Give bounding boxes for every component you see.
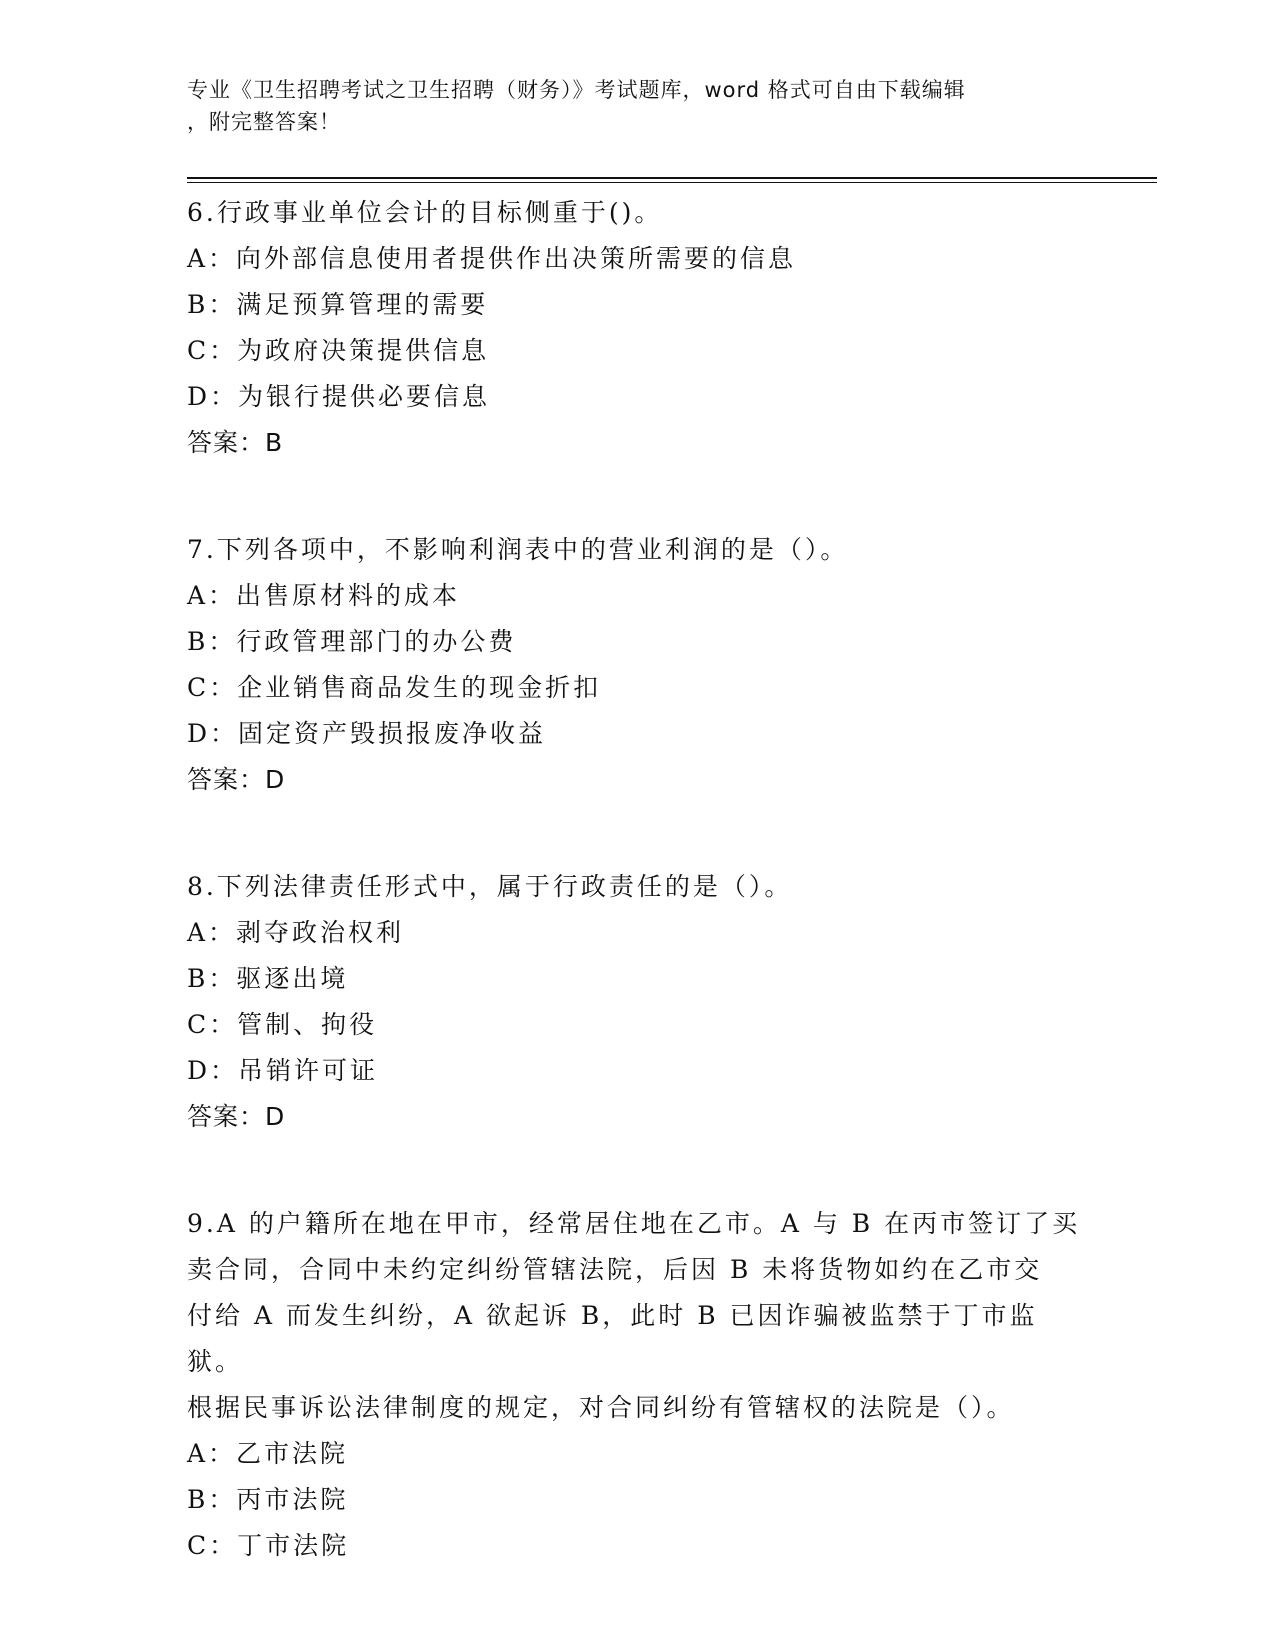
header-divider-thin (187, 182, 1157, 183)
header-line-1: 专业《卫生招聘考试之卫生招聘（财务）》考试题库，word 格式可自由下载编辑 (187, 78, 966, 102)
question-list (187, 190, 1087, 1630)
question-stem-line-4: 根据民事诉讼法律制度的规定，对合同纠纷有管辖权的法院是（）。 (187, 1393, 1015, 1422)
question-stem-line-3: 付给 A 而发生纠纷，A 欲起诉 B，此时 B 已因诈骗被监禁于丁市监狱。 (187, 1301, 1038, 1376)
question-stem-line-2: 卖合同，合同中未约定纠纷管辖法院，后因 B 未将货物如约在乙市交 (187, 1255, 1043, 1284)
option-d: D：固定资产毁损报废净收益 (187, 719, 547, 748)
question-stem: 7.下列各项中，不影响利润表中的营业利润的是（）。 (187, 535, 849, 564)
answer-line: 答案：D (187, 765, 286, 794)
answer-line: 答案：D (187, 1102, 286, 1131)
question-stem: 6.行政事业单位会计的目标侧重于()。 (187, 198, 663, 227)
option-a: A：出售原材料的成本 (187, 581, 461, 610)
option-c: C：企业销售商品发生的现金折扣 (187, 673, 602, 702)
option-d: D：吊销许可证 (187, 1056, 379, 1085)
question-stem-line-1: 9.A 的户籍所在地在甲市，经常居住地在乙市。A 与 B 在丙市签订了买 (187, 1209, 1081, 1238)
option-d: D：为银行提供必要信息 (187, 382, 491, 411)
question-6 (187, 190, 1087, 466)
option-c: C：丁市法院 (187, 1531, 350, 1560)
option-b: B：丙市法院 (187, 1485, 349, 1514)
question-stem: 8.下列法律责任形式中，属于行政责任的是（）。 (187, 872, 793, 901)
answer-line: 答案：B (187, 428, 284, 457)
option-a: A：向外部信息使用者提供作出决策所需要的信息 (187, 244, 797, 273)
option-c: C：为政府决策提供信息 (187, 336, 490, 365)
option-a: A：剥夺政治权利 (187, 918, 405, 947)
question-8 (187, 864, 1087, 1140)
question-9 (187, 1201, 1087, 1569)
header-line-2: ，附完整答案！ (187, 110, 341, 134)
header-divider-thick (187, 177, 1157, 179)
option-a: A：乙市法院 (187, 1439, 349, 1468)
document-header (187, 74, 1067, 138)
question-7 (187, 527, 1087, 803)
option-b: B：满足预算管理的需要 (187, 290, 489, 319)
option-b: B：驱逐出境 (187, 964, 349, 993)
option-c: C：管制、拘役 (187, 1010, 378, 1039)
option-b: B：行政管理部门的办公费 (187, 627, 517, 656)
